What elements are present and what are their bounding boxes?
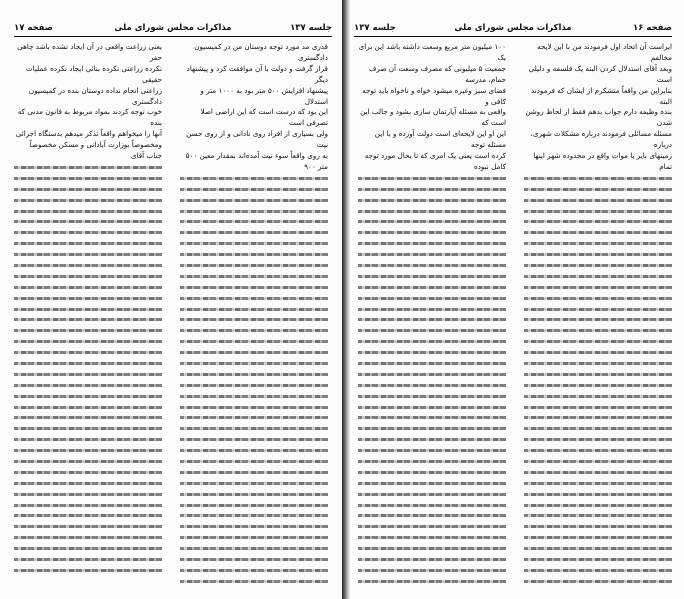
illegible-text-line xyxy=(358,565,506,576)
illegible-text-line xyxy=(358,293,506,304)
illegible-text-line xyxy=(524,249,672,260)
illegible-text-line xyxy=(524,456,672,467)
illegible-text-line xyxy=(14,249,162,260)
illegible-text-line xyxy=(524,184,672,195)
text-line: قدری مد مورد توجه دوستان من در کمیسیون دادگستری xyxy=(194,42,328,62)
illegible-text-line xyxy=(180,412,328,423)
illegible-text-line xyxy=(14,402,162,413)
illegible-text-line xyxy=(14,173,162,184)
illegible-text-line xyxy=(14,260,162,271)
illegible-text-line xyxy=(358,227,506,238)
illegible-text-line xyxy=(358,445,506,456)
illegible-text-line xyxy=(358,510,506,521)
text-line: بنده وظیفه دارم جواب بدهم فقط از لحاظ روشن شدن xyxy=(525,107,672,128)
illegible-text-line xyxy=(180,467,328,478)
illegible-text-line xyxy=(14,184,162,195)
illegible-text-line xyxy=(180,206,328,217)
illegible-text-line xyxy=(14,467,162,478)
illegible-text-line xyxy=(524,238,672,249)
illegible-text-line xyxy=(358,467,506,478)
illegible-text-line xyxy=(524,391,672,402)
illegible-text-line xyxy=(358,347,506,358)
illegible-text-line xyxy=(358,369,506,380)
illegible-text-line xyxy=(524,347,672,358)
illegible-text-line xyxy=(180,195,328,206)
text-line: ولی بسیاری از افراد روی نادانی و از روی حسن نیت xyxy=(186,129,328,150)
illegible-text-line xyxy=(14,565,162,576)
illegible-text-line xyxy=(358,206,506,217)
illegible-text-line xyxy=(14,532,162,543)
text-line: ایراست آن اتحاد اول فرمودند من با این لایحه مخالفم xyxy=(537,42,672,62)
running-title: مذاکرات مجلس شورای ملی xyxy=(454,23,572,33)
illegible-text-line xyxy=(180,380,328,391)
page-number: صفحه ۱۶ xyxy=(633,23,672,33)
illegible-text-line xyxy=(524,271,672,282)
illegible-text-line xyxy=(524,576,672,587)
text-line: قرار گرفت و دولت با آن موافقت کرد و پیشنهاد دیگر xyxy=(186,63,328,84)
illegible-text-line xyxy=(180,304,328,315)
illegible-text-line xyxy=(14,271,162,282)
text-line: ومخصوصاً بوزارت آبادانی و مسکن مخصوصاً جناب آقای xyxy=(29,140,162,161)
text-line: مسئله مسائلی فرمودند درباره مشکلات شهری، درباره xyxy=(530,129,672,150)
illegible-text-line xyxy=(524,423,672,434)
page-number: صفحه ۱۷ xyxy=(14,23,53,33)
illegible-text-line xyxy=(524,521,672,532)
illegible-text-line xyxy=(180,532,328,543)
text-column-left xyxy=(14,42,162,592)
page-header xyxy=(354,22,672,37)
illegible-text-line xyxy=(358,521,506,532)
illegible-text-line xyxy=(358,554,506,565)
illegible-text-line xyxy=(358,173,506,184)
text-line: ۱۰۰ میلیون متر مربع وسعت داشته باشد این برای یک xyxy=(358,42,506,62)
illegible-text-line xyxy=(524,336,672,347)
illegible-text-line xyxy=(14,391,162,402)
illegible-text-line xyxy=(358,402,506,413)
illegible-text-line xyxy=(358,456,506,467)
illegible-text-line xyxy=(358,314,506,325)
illegible-text-line xyxy=(180,293,328,304)
illegible-text-line xyxy=(358,195,506,206)
illegible-text-line xyxy=(14,347,162,358)
illegible-text-line xyxy=(180,423,328,434)
illegible-text-line xyxy=(358,304,506,315)
illegible-text-line xyxy=(180,336,328,347)
illegible-text-line xyxy=(358,380,506,391)
illegible-text-line xyxy=(524,565,672,576)
illegible-text-line xyxy=(358,543,506,554)
illegible-text-line xyxy=(180,260,328,271)
illegible-text-line xyxy=(14,500,162,511)
illegible-text-line xyxy=(180,510,328,521)
illegible-text-line xyxy=(524,227,672,238)
illegible-text-line xyxy=(524,369,672,380)
illegible-text-line xyxy=(180,347,328,358)
text-line: این بود که درست است که این اراضی اصلا تصرفی است xyxy=(200,107,328,128)
illegible-text-line xyxy=(524,195,672,206)
illegible-text-line xyxy=(358,391,506,402)
illegible-text-line xyxy=(14,206,162,217)
illegible-text-line xyxy=(14,314,162,325)
illegible-text-line xyxy=(358,489,506,500)
text-line: جمعیت ۵ میلیونی که مصرف وسعت آن صرف حمام، مدرسه xyxy=(368,63,506,84)
illegible-text-line xyxy=(14,543,162,554)
illegible-text-line xyxy=(14,489,162,500)
illegible-text-line xyxy=(14,336,162,347)
illegible-text-line xyxy=(524,500,672,511)
illegible-text-line xyxy=(180,521,328,532)
illegible-text-line xyxy=(524,380,672,391)
session-number: جلسه ۱۳۷ xyxy=(354,23,396,33)
illegible-text-line xyxy=(524,304,672,315)
text-column-right xyxy=(180,42,328,592)
illegible-text-line xyxy=(524,293,672,304)
illegible-text-line xyxy=(358,282,506,293)
illegible-text-line xyxy=(180,576,328,587)
illegible-text-line xyxy=(14,227,162,238)
illegible-text-line xyxy=(180,434,328,445)
illegible-text-line xyxy=(14,380,162,391)
illegible-text-line xyxy=(180,358,328,369)
text-line: وبعد آقای استدلال کردن البته یک فلسفه و دلیلی است xyxy=(528,63,672,84)
illegible-text-line xyxy=(14,478,162,489)
illegible-text-line xyxy=(14,325,162,336)
text-column-right xyxy=(524,42,672,592)
illegible-text-line xyxy=(524,325,672,336)
illegible-text-line xyxy=(180,173,328,184)
illegible-text-line xyxy=(180,554,328,565)
illegible-text-line xyxy=(14,412,162,423)
illegible-text-line xyxy=(14,358,162,369)
text-line: به روی واقعاً سوء نیت آمده‌اند بمقدار معین ۵۰۰ متر ۹۰۰ xyxy=(185,151,328,171)
running-title: مذاکرات مجلس شورای ملی xyxy=(114,23,232,33)
illegible-text-line xyxy=(524,412,672,423)
illegible-text-line xyxy=(524,358,672,369)
illegible-text-line xyxy=(180,402,328,413)
illegible-text-line xyxy=(14,162,162,173)
illegible-text-line xyxy=(358,576,506,587)
text-line: پیشنهاد افزایش ۵۰۰ متر بود به ۱۰۰۰ متر و استدلال xyxy=(200,85,328,106)
page-header xyxy=(14,22,332,37)
text-line: یعنی زراعت واقعی در آن ایجاد نشده باشد چاهی حفر xyxy=(17,42,162,62)
illegible-text-line xyxy=(180,249,328,260)
illegible-text-line xyxy=(524,260,672,271)
text-line: زمینهای بایر یا موات واقع در محدوده شهر اینها تمام xyxy=(533,151,672,171)
binding-shadow xyxy=(342,0,350,599)
illegible-text-line xyxy=(180,314,328,325)
illegible-text-line xyxy=(14,445,162,456)
illegible-text-line xyxy=(524,510,672,521)
illegible-text-line xyxy=(524,314,672,325)
illegible-text-line xyxy=(358,500,506,511)
text-line: زراعتی انجام نداده دوستان بنده در کمیسیون دادگستری xyxy=(28,85,162,106)
illegible-text-line xyxy=(180,369,328,380)
illegible-text-line xyxy=(524,402,672,413)
illegible-text-line xyxy=(14,195,162,206)
illegible-text-line xyxy=(14,216,162,227)
illegible-text-line xyxy=(524,206,672,217)
text-line: کرده است یعنی یک امری که تا بحال مورد توجه کامل نبوده xyxy=(364,151,506,171)
illegible-text-line xyxy=(358,216,506,227)
illegible-text-line xyxy=(180,271,328,282)
illegible-text-line xyxy=(180,238,328,249)
right-page xyxy=(342,0,684,599)
illegible-text-line xyxy=(358,336,506,347)
illegible-text-line xyxy=(14,304,162,315)
illegible-text-line xyxy=(358,238,506,249)
illegible-text-line xyxy=(524,282,672,293)
illegible-text-line xyxy=(180,478,328,489)
text-line: آنها را میخواهم واقعاً تذکر میدهم بدستگاه اجرائی xyxy=(15,129,162,139)
illegible-text-line xyxy=(180,325,328,336)
illegible-text-line xyxy=(14,423,162,434)
illegible-text-line xyxy=(14,434,162,445)
illegible-text-line xyxy=(358,358,506,369)
text-line: فضای سبز وغیره میشود خواه و ناخواه باید توجه کافی و xyxy=(362,85,506,106)
illegible-text-line xyxy=(180,184,328,195)
illegible-text-line xyxy=(14,521,162,532)
illegible-text-line xyxy=(524,554,672,565)
illegible-text-line xyxy=(180,282,328,293)
illegible-text-line xyxy=(524,467,672,478)
illegible-text-line xyxy=(14,238,162,249)
text-line: نکرده زراعتی نکرده بنائی ایجاد نکرده عملیات حقیقی xyxy=(25,63,162,84)
illegible-text-line xyxy=(14,456,162,467)
illegible-text-line xyxy=(524,543,672,554)
text-line: واقعی به مسئله آپارتمان سازی بشود و جالب این است که xyxy=(360,107,506,128)
illegible-text-line xyxy=(14,369,162,380)
illegible-text-line xyxy=(358,423,506,434)
illegible-text-line xyxy=(358,412,506,423)
illegible-text-line xyxy=(358,532,506,543)
illegible-text-line xyxy=(180,445,328,456)
illegible-text-line xyxy=(524,434,672,445)
illegible-text-line xyxy=(180,216,328,227)
illegible-text-line xyxy=(180,391,328,402)
illegible-text-line xyxy=(180,489,328,500)
illegible-text-line xyxy=(180,543,328,554)
session-number: جلسه ۱۳۷ xyxy=(290,23,332,33)
illegible-text-line xyxy=(524,445,672,456)
illegible-text-line xyxy=(14,510,162,521)
illegible-text-line xyxy=(14,293,162,304)
illegible-text-line xyxy=(358,325,506,336)
illegible-text-line xyxy=(524,489,672,500)
illegible-text-line xyxy=(524,173,672,184)
illegible-text-line xyxy=(14,282,162,293)
illegible-text-line xyxy=(180,456,328,467)
illegible-text-line xyxy=(180,565,328,576)
illegible-text-line xyxy=(358,260,506,271)
text-line: این او این لایحه‌ای است دولت آورده و با این مسئله توجه xyxy=(374,129,506,150)
illegible-text-line xyxy=(180,227,328,238)
illegible-text-line xyxy=(358,271,506,282)
illegible-text-line xyxy=(358,249,506,260)
illegible-text-line xyxy=(524,478,672,489)
illegible-text-line xyxy=(358,478,506,489)
illegible-text-line xyxy=(358,434,506,445)
illegible-text-line xyxy=(524,532,672,543)
illegible-text-line xyxy=(180,500,328,511)
text-line: خوب توجه کردند بمواد مربوط به قانون مدنی که بنده xyxy=(17,107,162,128)
illegible-text-line xyxy=(358,184,506,195)
illegible-text-line xyxy=(14,554,162,565)
text-line: بنابراین من واقعاً متشکرم از ایشان که فرمودند البته xyxy=(530,85,672,106)
illegible-text-line xyxy=(524,216,672,227)
text-column-left xyxy=(358,42,506,592)
